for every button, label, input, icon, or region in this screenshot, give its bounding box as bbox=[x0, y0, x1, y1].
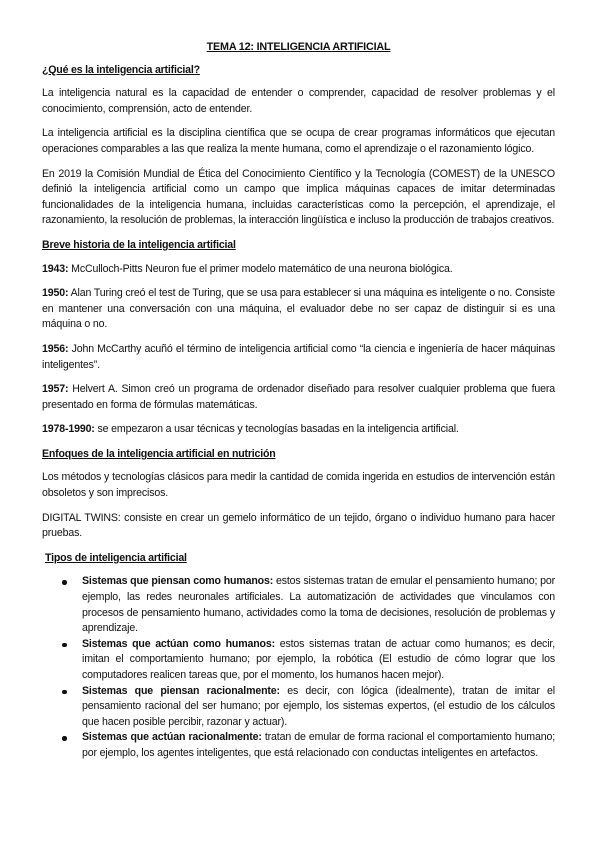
document-page bbox=[42, 40, 555, 762]
timeline-entry bbox=[42, 286, 555, 333]
timeline-year: 1943: bbox=[42, 262, 69, 275]
section-heading-que-es-ia: ¿Qué es la inteligencia artificial? bbox=[42, 63, 200, 76]
list-item-label: Sistemas que actúan como humanos: bbox=[82, 637, 275, 650]
paragraph: La inteligencia natural es la capacidad de entender o comprender, capacidad de resolver problemas y el conocimiento, comprensión, acto de entender. bbox=[42, 87, 555, 115]
list-item-text: estos sistemas tratan de emular el pensamiento humano; por ejemplo, las redes neuronales artificiales. La automatización de actividades que vinculamos con procesos de pensamiento humano, actividades como la toma de decisiones, resolución de problemas y aprendizaje. bbox=[82, 575, 555, 635]
list-item-label: Sistemas que actúan racionalmente: bbox=[82, 731, 262, 744]
list-item-text: es decir, con lógica (idealmente), tratan de imitar el pensamiento racional del ser humano; por ejemplo, los sistemas expertos, (el estudio de los cálculos que hacen posible percibir, razonar y actuar). bbox=[82, 684, 555, 728]
section-heading-tipos: Tipos de inteligencia artificial bbox=[45, 551, 187, 564]
timeline-text: McCulloch-Pitts Neuron fue el primer modelo matemático de una neurona biológica. bbox=[68, 262, 453, 275]
paragraph: En 2019 la Comisión Mundial de Ética del Conocimiento Científico y la Tecnología (COMEST) de la UNESCO definió la inteligencia artificial como un campo que implica máquinas capaces de imitar determinadas funcionalidades de la inteligencia humana, incluidas características como la percepción, el aprendizaje, el razonamiento, la resolución de problemas, la interacción lingüística e incluso la producción de trabajos creativos. bbox=[42, 167, 555, 227]
types-list bbox=[42, 574, 555, 761]
timeline-year: 1957: bbox=[42, 383, 69, 396]
document-title: TEMA 12: INTELIGENCIA ARTIFICIAL bbox=[206, 41, 391, 53]
paragraph: DIGITAL TWINS: consiste en crear un gemelo informático de un tejido, órgano o individuo humano para hacer pruebas. bbox=[42, 511, 555, 540]
list-item-text: estos sistemas tratan de actuar como humanos; es decir, imitan el comportamiento humano; por ejemplo, la robótica (El estudio de cómo lograr que los computadores realicen tareas que, por el momento, los humanos hacen mejor). bbox=[82, 637, 555, 681]
timeline-text: Helvert A. Simon creó un programa de ordenador diseñado para resolver cualquier problema que fuera presentado en forma de fórmulas matemáticas. bbox=[42, 383, 555, 411]
list-item bbox=[82, 730, 555, 761]
section-heading-historia: Breve historia de la inteligencia artificial bbox=[42, 238, 236, 251]
timeline-entry bbox=[42, 422, 555, 438]
list-item bbox=[82, 574, 555, 636]
timeline-text: Alan Turing creó el test de Turing, que se usa para establecer si una máquina es inteligente o no. Consiste en mantener una conversación con una máquina, el evaluador debe no ser capaz de distinguir si es una máquina o no. bbox=[42, 287, 555, 331]
list-item-label: Sistemas que piensan racionalmente: bbox=[82, 684, 280, 697]
list-item bbox=[82, 637, 555, 684]
timeline-entry bbox=[42, 382, 555, 413]
timeline-text: John McCarthy acuñó el término de inteligencia artificial como “la ciencia e ingeniería de hacer máquinas inteligentes”. bbox=[42, 342, 555, 371]
list-item-label: Sistemas que piensan como humanos: bbox=[82, 575, 274, 588]
timeline-entry bbox=[42, 262, 555, 278]
timeline-year: 1950: bbox=[42, 287, 69, 300]
paragraph: La inteligencia artificial es la disciplina científica que se ocupa de crear programas informáticos que ejecutan operaciones comparables a las que realiza la mente humana, como el aprendizaje o el razonamiento lógico. bbox=[42, 127, 555, 155]
section-heading-enfoques: Enfoques de la inteligencia artificial en nutrición bbox=[42, 447, 276, 460]
list-item-text: tratan de emular de forma racional el comportamiento humano; por ejemplo, los agentes inteligentes, que está relacionado con conductas inteligentes en artefactos. bbox=[82, 731, 556, 759]
timeline-year: 1956: bbox=[42, 342, 69, 355]
timeline-text: se empezaron a usar técnicas y tecnologías basadas en la inteligencia artificial. bbox=[94, 423, 459, 436]
paragraph: Los métodos y tecnologías clásicos para medir la cantidad de comida ingerida en estudios de intervención están obsoletos y son imprecisos. bbox=[42, 471, 555, 500]
list-item bbox=[82, 684, 555, 731]
timeline-year: 1978-1990: bbox=[42, 423, 95, 436]
timeline-entry bbox=[42, 342, 555, 373]
